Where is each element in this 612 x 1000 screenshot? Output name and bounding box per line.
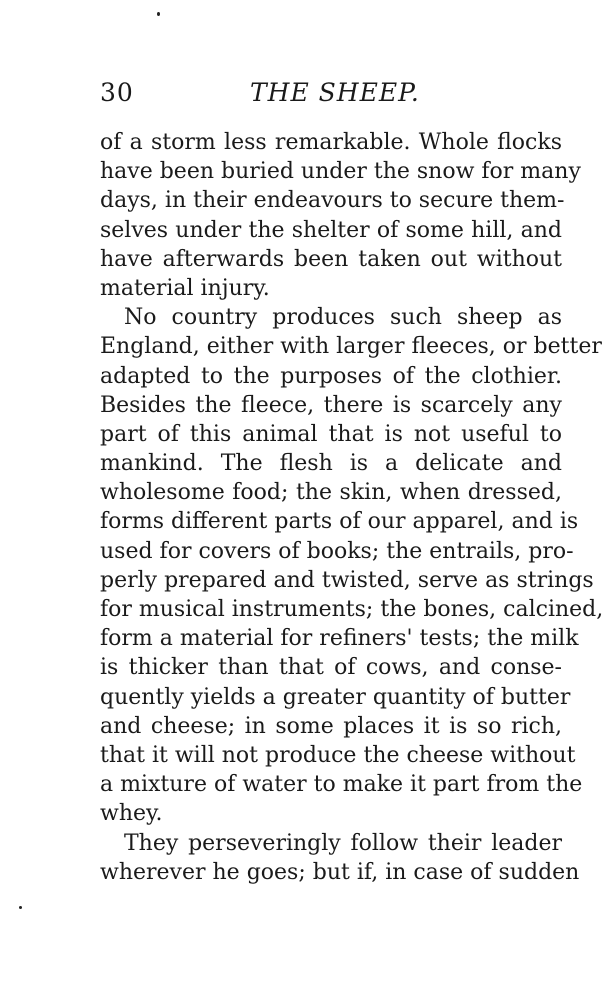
- text-line: Besides the fleece, there is scarcely any: [100, 392, 562, 418]
- text-line: They perseveringly follow their leader: [124, 830, 562, 856]
- text-line: have afterwards been taken out without: [100, 246, 562, 272]
- ink-speck: [19, 906, 22, 909]
- text-line: is thicker than that of cows, and conse-: [100, 655, 562, 681]
- text-line: used for covers of books; the entrails, pro-: [100, 538, 574, 564]
- paragraph: [100, 303, 604, 828]
- text-line: and cheese; in some places it is so rich,: [100, 713, 562, 739]
- text-line: form a material for refiners' tests; the milk: [100, 626, 579, 652]
- text-line: wherever he goes; but if, in case of sudden: [100, 859, 580, 885]
- text-line: whey.: [100, 801, 163, 827]
- text-line: selves under the shelter of some hill, and: [100, 217, 562, 243]
- text-line: perly prepared and twisted, serve as strings: [100, 567, 594, 593]
- text-line: wholesome food; the skin, when dressed,: [100, 480, 562, 506]
- text-line: that it will not produce the cheese without: [100, 742, 576, 768]
- text-line: for musical instruments; the bones, calcined,: [100, 597, 604, 622]
- page-number: 30: [100, 78, 134, 107]
- text-line: a mixture of water to make it part from the: [100, 772, 583, 798]
- text-line: No country produces such sheep as: [124, 305, 562, 331]
- text-line: forms different parts of our apparel, and is: [100, 509, 579, 535]
- text-line: part of this animal that is not useful to: [100, 421, 562, 447]
- page-header: [100, 78, 562, 114]
- paragraph: [100, 128, 581, 303]
- text-line: quently yields a greater quantity of butter: [100, 684, 571, 710]
- paragraph: [100, 829, 580, 887]
- text-line: days, in their endeavours to secure them-: [100, 188, 565, 214]
- text-line: adapted to the purposes of the clothier.: [100, 363, 562, 389]
- text-line: England, either with larger fleeces, or better: [100, 334, 602, 360]
- text-line: material injury.: [100, 275, 270, 301]
- ink-speck: [157, 12, 160, 16]
- text-line: have been buried under the snow for many: [100, 159, 581, 185]
- running-head: THE SHEEP.: [250, 78, 420, 107]
- text-line: of a storm less remarkable. Whole flocks: [100, 130, 562, 155]
- text-line: mankind. The flesh is a delicate and: [100, 451, 562, 477]
- body-text: [100, 128, 604, 887]
